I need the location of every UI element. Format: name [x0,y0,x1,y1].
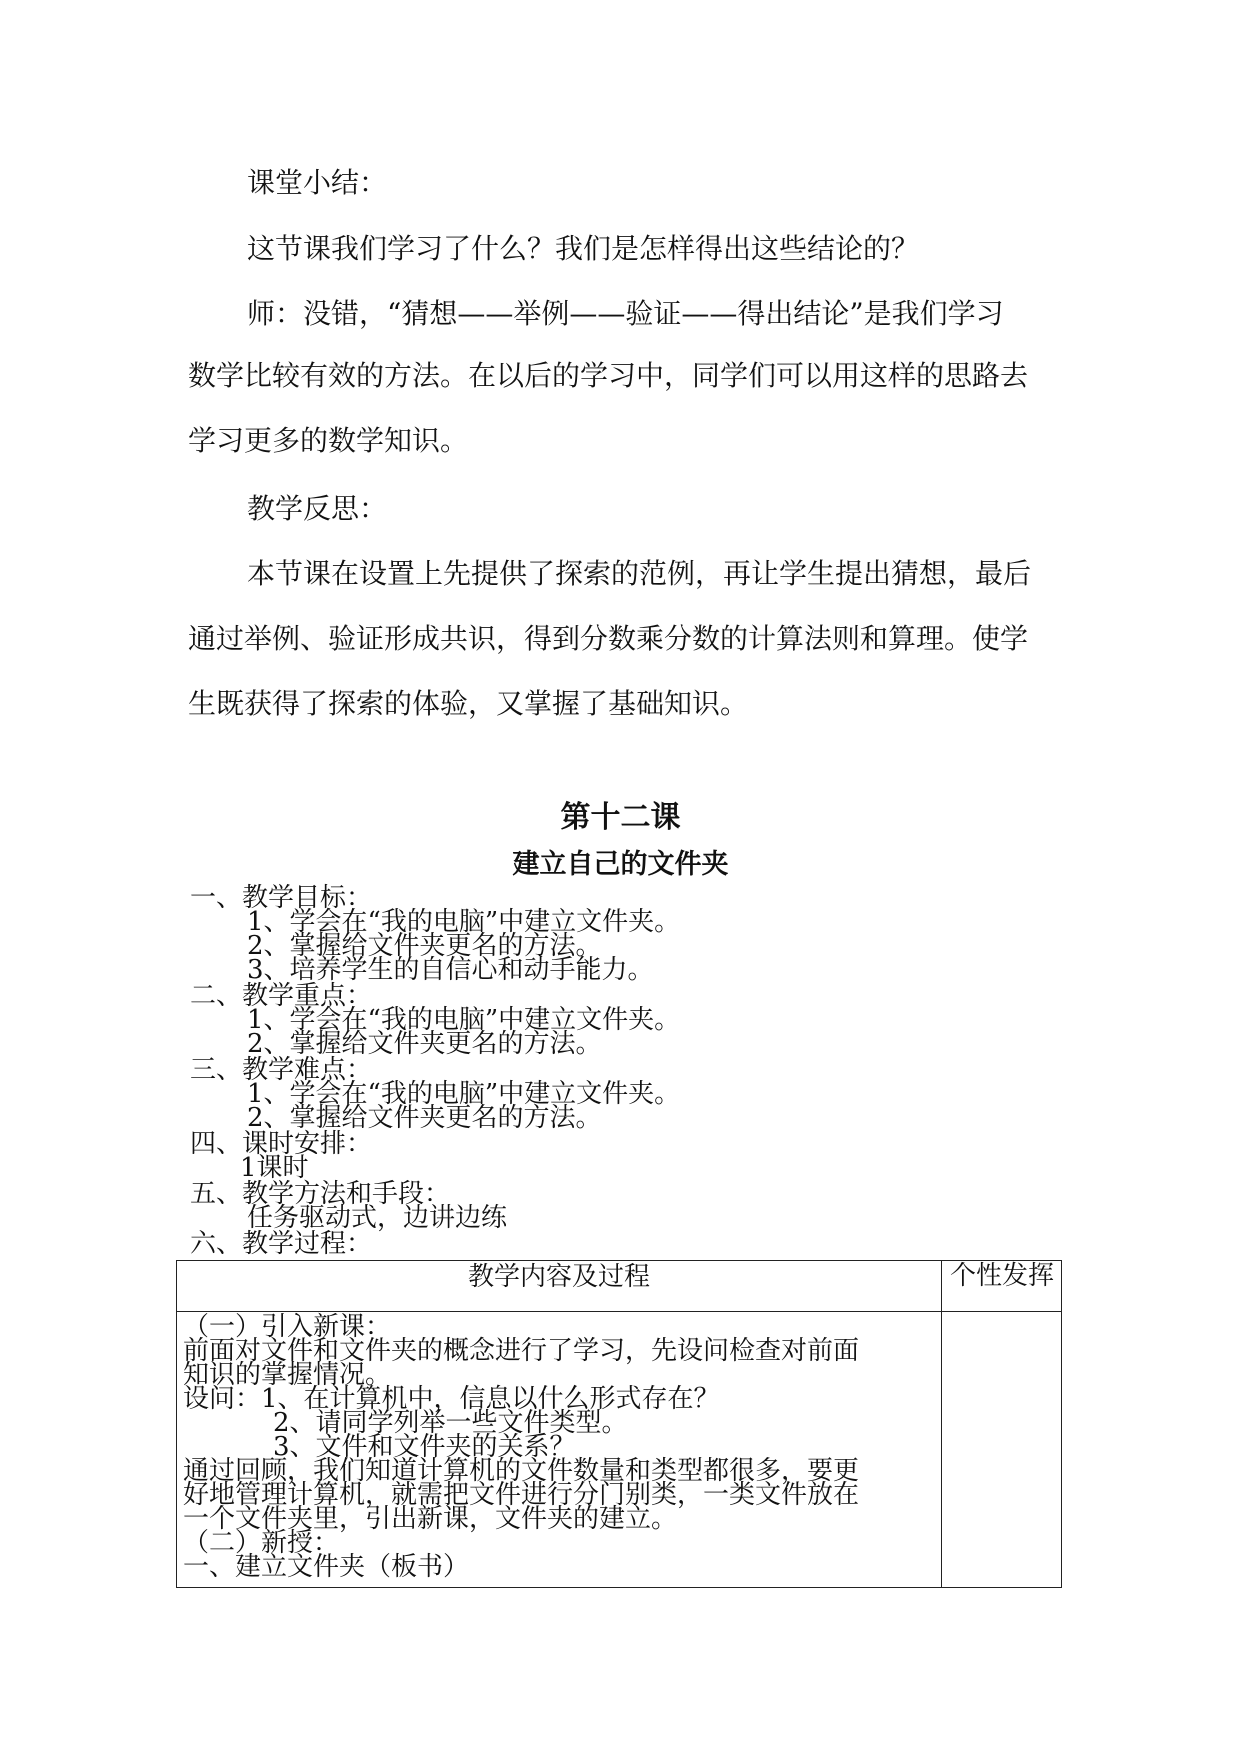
reflection-line-1: 本节课在设置上先提供了探索的范例，再让学生提出猜想，最后 [247,557,1032,590]
process-heading: 六、教学过程： [190,1229,373,1259]
difficult-point-item: 1、学会在“我的电脑”中建立文件夹。 [247,1079,681,1109]
table-header-personal: 个性发挥 [949,1261,1054,1291]
objectives-heading: 一、教学目标： [190,883,373,913]
teacher-line-3: 学习更多的数学知识。 [188,424,469,457]
schedule-value: 1课时 [240,1153,309,1183]
reflection-heading: 教学反思： [247,492,388,525]
objective-item: 1、学会在“我的电脑”中建立文件夹。 [247,907,681,937]
objective-item: 3、培养学生的自信心和动手能力。 [247,955,654,985]
table-row: 知识的掌握情况。 [183,1360,392,1390]
table-row: 通过回顾，我们知道计算机的文件数量和类型都很多，要更 [183,1456,860,1486]
table-row: 一个文件夹里，引出新课，文件夹的建立。 [183,1504,678,1534]
objective-item: 2、掌握给文件夹更名的方法。 [247,931,602,961]
reflection-line-2: 通过举例、验证形成共识，得到分数乘分数的计算法则和算理。使学 [188,622,1029,655]
key-points-heading: 二、教学重点： [190,981,373,1011]
lesson-title: 第十二课 [560,800,681,835]
table-row: 设问：1、在计算机中，信息以什么形式存在？ [183,1384,720,1414]
table-row: （一）引入新课： [183,1312,392,1342]
lesson-subtitle: 建立自己的文件夹 [512,849,729,880]
process-table [176,1260,1062,1588]
method-value: 任务驱动式，边讲边练 [247,1203,508,1233]
method-heading: 五、教学方法和手段： [190,1179,451,1209]
difficult-point-item: 2、掌握给文件夹更名的方法。 [247,1103,602,1133]
table-row: 3、文件和文件夹的关系？ [273,1432,576,1462]
table-row: 前面对文件和文件夹的概念进行了学习，先设问检查对前面 [183,1336,860,1366]
teacher-line-1: 师：没错，“猜想——举例——验证——得出结论”是我们学习 [247,297,1004,330]
table-row: （二）新授： [183,1528,340,1558]
table-row: 2、请同学列举一些文件类型。 [273,1408,628,1438]
summary-heading: 课堂小结： [247,166,388,199]
difficult-points-heading: 三、教学难点： [190,1055,373,1085]
key-point-item: 2、掌握给文件夹更名的方法。 [247,1029,602,1059]
table-row: 一、建立文件夹（板书） [183,1552,470,1582]
table-header-content: 教学内容及过程 [467,1262,650,1292]
teacher-line-2: 数学比较有效的方法。在以后的学习中，同学们可以用这样的思路去 [188,359,1029,392]
table-row: 好地管理计算机，就需把文件进行分门别类，一类文件放在 [183,1480,860,1510]
schedule-heading: 四、课时安排： [190,1129,373,1159]
reflection-line-3: 生既获得了探索的体验，又掌握了基础知识。 [188,687,749,720]
summary-question: 这节课我们学习了什么？我们是怎样得出这些结论的？ [247,232,920,265]
key-point-item: 1、学会在“我的电脑”中建立文件夹。 [247,1005,681,1035]
